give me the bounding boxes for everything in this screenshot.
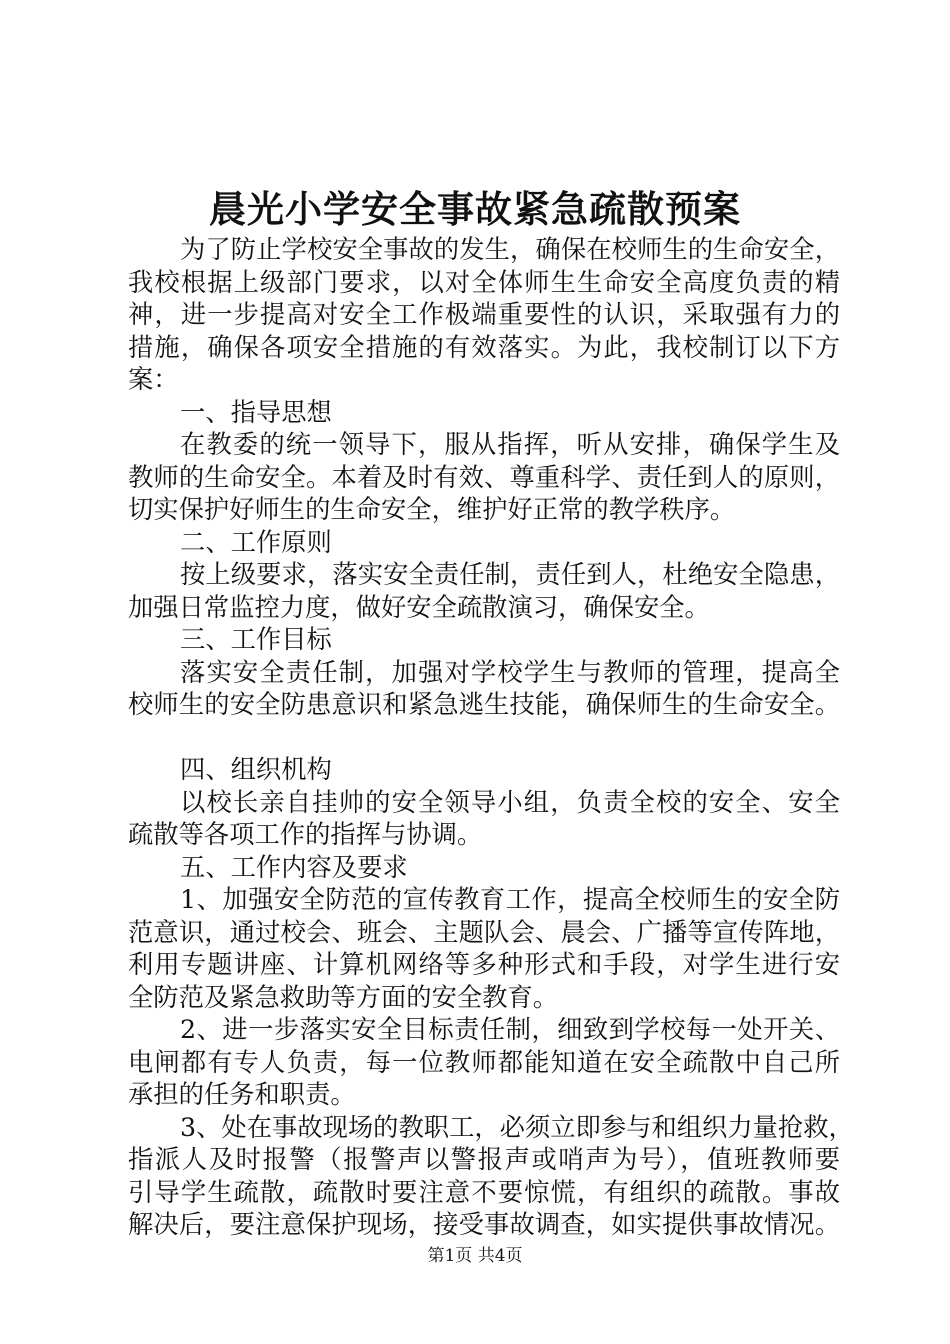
paragraph-line: 为了防止学校安全事故的发生，确保在校师生的生命安全，	[180, 235, 840, 264]
paragraph-line: 电闸都有专人负责，每一位教师都能知道在安全疏散中自己所	[128, 1047, 840, 1077]
paragraph-line: 引导学生疏散，疏散时要注意不要惊慌，有组织的疏散。事故	[128, 1177, 840, 1207]
section-heading: 四、组织机构	[180, 755, 332, 784]
blank-line	[128, 722, 840, 755]
paragraph-line: 指派人及时报警（报警声以警报声或哨声为号），值班教师要	[128, 1145, 840, 1174]
paragraph-line: 加强日常监控力度，做好安全疏散演习，确保安全。	[128, 592, 710, 622]
paragraph-line: 以校长亲自挂帅的安全领导小组，负责全校的安全、安全	[180, 787, 840, 817]
paragraph-line: 落实安全责任制，加强对学校学生与教师的管理，提高全	[180, 657, 840, 687]
paragraph-line: 按上级要求，落实安全责任制，责任到人，杜绝安全隐患，	[180, 560, 840, 589]
paragraph-line: 2、进一步落实安全目标责任制，细致到学校每一处开关、	[180, 1015, 840, 1044]
paragraph-line: 范意识，通过校会、班会、主题队会、晨会、广播等宣传阵地，	[128, 917, 840, 947]
paragraph-line: 案：	[128, 365, 179, 394]
paragraph-line: 全防范及紧急救助等方面的安全教育。	[128, 982, 559, 1012]
paragraph-line: 承担的任务和职责。	[128, 1080, 356, 1109]
page-footer: 第1页 共4页	[427, 1246, 523, 1266]
paragraph-line: 校师生的安全防患意识和紧急逃生技能，确保师生的生命安全。	[128, 690, 840, 719]
paragraph-line: 解决后，要注意保护现场，接受事故调查，如实提供事故情况。	[128, 1210, 840, 1239]
paragraph-line: 疏散等各项工作的指挥与协调。	[128, 820, 483, 849]
paragraph-line: 教师的生命安全。本着及时有效、尊重科学、责任到人的原则，	[128, 462, 840, 492]
document-body	[128, 234, 854, 1242]
paragraph-line: 利用专题讲座、计算机网络等多种形式和手段，对学生进行安	[128, 950, 840, 979]
paragraph-line: 神，进一步提高对安全工作极端重要性的认识，采取强有力的	[128, 300, 840, 329]
section-heading: 二、工作原则	[180, 527, 332, 557]
document-title: 晨光小学安全事故紧急疏散预案	[209, 187, 741, 231]
paragraph-line: 我校根据上级部门要求，以对全体师生生命安全高度负责的精	[128, 267, 840, 297]
paragraph-line: 措施，确保各项安全措施的有效落实。为此，我校制订以下方	[128, 332, 840, 362]
paragraph-line: 在教委的统一领导下，服从指挥，听从安排，确保学生及	[180, 430, 840, 459]
section-heading: 五、工作内容及要求	[180, 852, 408, 882]
paragraph-line: 1、加强安全防范的宣传教育工作，提高全校师生的安全防	[180, 885, 840, 914]
paragraph-line: 3、处在事故现场的教职工，必须立即参与和组织力量抢救，	[180, 1112, 854, 1142]
paragraph-line: 切实保护好师生的生命安全，维护好正常的教学秩序。	[128, 495, 736, 524]
section-heading: 三、工作目标	[180, 625, 332, 654]
section-heading: 一、指导思想	[180, 397, 332, 427]
